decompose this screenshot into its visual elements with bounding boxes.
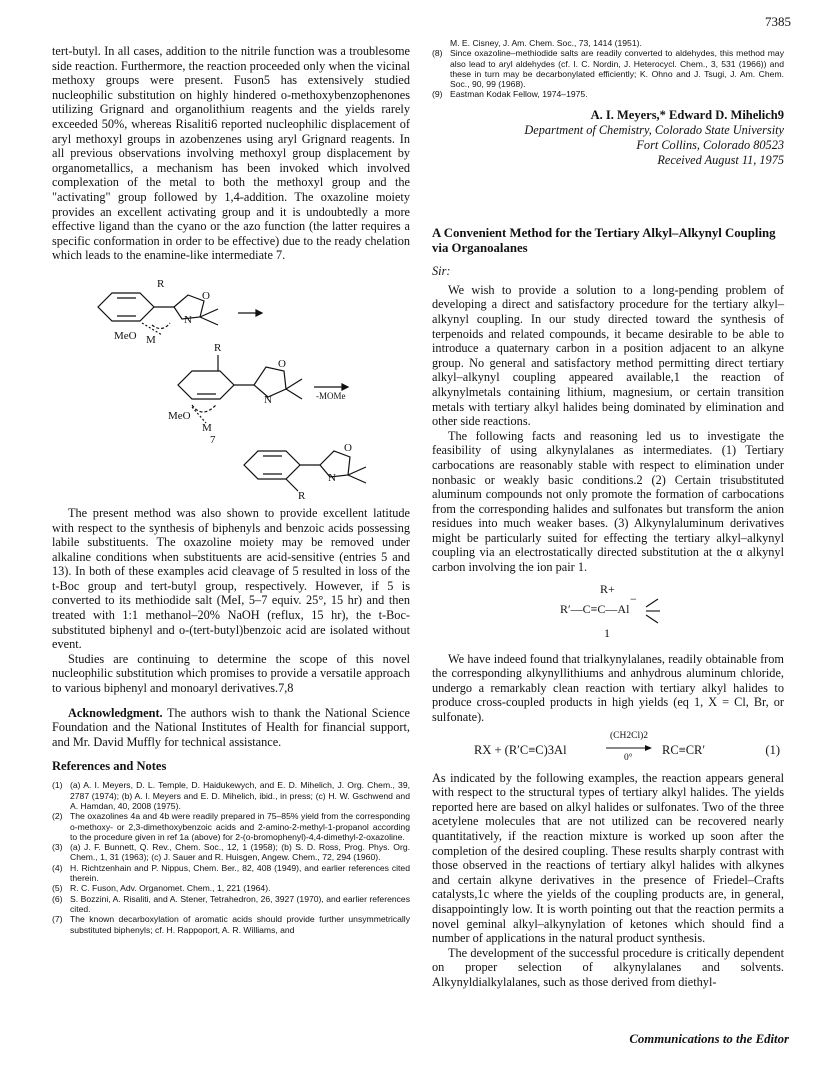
reference-item: (1) (a) A. I. Meyers, D. L. Temple, D. Haidukewych, and E. D. Mihelich, J. Org. Chem., 39, 2787 (1974); (b) A. I. Meyers and E. D. Mihelich, ibid., in press; (c) H. W. Gschwend and A. Hamdan, 40, 2008 (1975).	[52, 780, 410, 811]
ack-text: The authors wish to thank the National Science Foundation and the National Institutes of Health for financial support, and Mr. David Muffly for technical assistance.	[52, 705, 410, 749]
reaction-scheme-drawing	[52, 263, 410, 501]
ion-minus: −	[630, 591, 637, 606]
reference-item: (7) The known decarboxylation of aromatic acids should provide further unsymmetrically substituted biphenyls; cf. H. Rappoport, A. R. Williams, and	[52, 914, 410, 935]
references-list	[52, 780, 410, 934]
benzene-ring-1	[98, 293, 154, 321]
reference-item: (3) (a) J. F. Bunnett, Q. Rev., Chem. Soc., 12, 1 (1958); (b) S. D. Ross, Prog. Phys. Org. Chem., 1, 31 (1963); (c) J. Sauer and R. Huisgen, Angew. Chem., 72, 294 (1960).	[52, 842, 410, 863]
fig-meo-1: MeO	[114, 329, 137, 342]
article-title: A Convenient Method for the Tertiary Alkyl–Alkynyl Coupling via Organoalanes	[432, 225, 776, 255]
fig-m-1: M	[146, 333, 156, 346]
left-column	[52, 44, 410, 935]
fig-n-2: N	[264, 393, 272, 406]
paragraph: The development of the successful procedure is critically dependent on proper selection of alkynylalanes and solvents. Alkynyldialkylalanes, such as those derived from diethyl-	[432, 945, 784, 989]
fig-r-2: R	[214, 341, 222, 354]
reference-item: (2) The oxazolines 4a and 4b were readily prepared in 75–85% yield from the corresponding o-methoxy- or 2,3-dimethoxybenzoic acids and 2-amino-2-methyl-1-propanol according to the procedure given in ref 1a (above) for 2-(o-bromophenyl)-4,4-dimethyl-2-oxazoline.	[52, 811, 410, 842]
acknowledgment	[52, 706, 410, 750]
fig-mome: -MOMe	[316, 390, 346, 401]
eq-lhs: RX + (R′C≡C)3Al	[474, 742, 567, 757]
ion-pair-structure	[432, 581, 784, 646]
reference-item: M. E. Cisney, J. Am. Chem. Soc., 73, 1414 (1951).	[450, 38, 642, 48]
page-number: 7385	[765, 14, 791, 29]
references-title: References and Notes	[52, 759, 167, 774]
paragraph: We have indeed found that trialkynylalanes, readily obtainable from the corresponding alkynyllithiums and anhydrous aluminum chloride, undergo a remarkably clean reaction with tertiary alkyl halides to produce cross-coupled products in high yields (eq 1, X = Cl, Br, or sulfonate).	[432, 651, 784, 725]
salutation: Sir:	[432, 263, 451, 278]
fig-label-7: 7	[210, 433, 216, 446]
reference-item: (8) Since oxazoline–methiodide salts are readily converted to aldehydes, this method may also lead to aryl aldehydes (cf. I. C. Nordin, J. Heterocycl. Chem., 3, 531 (1966)) and these in turn may be decarbonylated efficiently; K. Ohno and J. Tsugi, J. Am. Chem. Soc., 90, 99 (1968).	[432, 48, 784, 90]
ion-formula: R′—C≡C—Al	[560, 601, 630, 616]
ring-3	[244, 451, 300, 479]
ion-label-1: 1	[604, 625, 610, 640]
received-date: Received August 11, 1975	[657, 152, 784, 167]
eq-rhs: RC≡CR′	[662, 742, 706, 757]
ion-pair-drawing	[432, 581, 784, 641]
reference-item: (4) H. Richtzenhain and P. Nippus, Chem. Ber., 82, 408 (1949), and earlier references cited therein.	[52, 862, 410, 884]
eq-number: (1)	[765, 742, 780, 757]
reference-item: (5) R. C. Fuson, Adv. Organomet. Chem., 1, 221 (1964).	[52, 883, 271, 894]
affiliation-location: Fort Collins, Colorado 80523	[636, 137, 784, 152]
fig-o-1: O	[202, 289, 210, 302]
fig-m-2: M	[202, 421, 212, 434]
paragraph: We wish to provide a solution to a long-pending problem of developing a direct and satisfactory procedure for the tertiary alkyl–alkynyl coupling. In our study directed toward the synthesis of terpenoids and related compounds, it became desirable to be able to introduce a quaternary carbon in a position adjacent to an alkyne group. No general and satisfactory method permitting direct tertiary alkyl–alkynyl coupling appeared available,1 the reaction of alkynylmetals containing lithium, magnesium, or certain transition metals with tertiary alkyl halides being dominated by elimination and other side reactions.	[432, 282, 784, 429]
fig-meo-2: MeO	[168, 409, 191, 422]
chemical-scheme	[52, 263, 410, 506]
reference-item: (6) S. Bozzini, A. Risaliti, and A. Stener, Tetrahedron, 26, 3927 (1970), and earlier references cited.	[52, 893, 410, 914]
paragraph: The following facts and reasoning led us to investigate the feasibility of using alkynylalanes as intermediates. (1) Tertiary carbocations are reasonably stable with respect to elimination under nonbasic or weakly basic conditions.2 (2) Certain trisubstituted aluminum compounds not only promote the formation of carbocations from the corresponding halides and sulfonates but transform the anion residues into much weaker bases. (3) Alkynylaluminum derivatives might be particularly suited for effecting the tertiary alkyl–alkynyl coupling via an electrostatically directed substitution at the α alkynyl carbon involving the ion pair 1.	[432, 428, 784, 575]
fig-o-2: O	[278, 357, 286, 370]
fig-n-1: N	[184, 313, 192, 326]
fig-o-3: O	[344, 441, 352, 454]
page-footer: Communications to the Editor	[629, 1032, 789, 1046]
fig-r-3: R	[298, 489, 306, 501]
affiliation-department: Department of Chemistry, Colorado State University	[524, 122, 784, 137]
eq-below: 0°	[624, 752, 633, 763]
ion-r-plus: R+	[600, 581, 615, 596]
ring-2	[178, 371, 234, 399]
equation-1	[432, 731, 784, 765]
paragraph: As indicated by the following examples, the reaction appears general with respect to the structural types of tertiary alkyl halides. The yields reported here are based on alkyl halides or sulfonates. Two of the three acetylene molecules that are not utilized can be recovered nearly quantitatively, if the reaction mixture is worked up soon after the completion of the desired coupling. These results sharply contrast with those observed in the reactions of tertiary alkyl halides with alkynes and certain alkyne derivatives in the presence of Friedel–Crafts catalysts,1c where the yields of the coupling products are, in general, disappointingly low. It is worth pointing out that the reaction permits a novel geminal alkyl–alkynylation of ketones which should find a number of applications in the natural product synthesis.	[432, 770, 784, 946]
right-column	[432, 38, 784, 990]
reference-item: (9) Eastman Kodak Fellow, 1974–1975.	[432, 89, 588, 100]
eq-arrow-icon	[606, 744, 652, 752]
authors: A. I. Meyers,* Edward D. Mihelich9	[590, 107, 784, 122]
references-continued	[432, 38, 784, 100]
paragraph: Studies are continuing to determine the scope of this novel nucleophilic substitution which promises to provide a versatile approach to various biphenyl and monoaryl derivatives.7,8	[52, 651, 410, 696]
eq-above: (CH2Cl)2	[610, 730, 648, 741]
fig-r-1: R	[157, 277, 165, 290]
ack-label: Acknowledgment.	[68, 705, 163, 720]
paragraph: tert-butyl. In all cases, addition to the nitrile function was a troublesome side reaction. Furthermore, the reaction proceeded only when the vicinal methoxy groups were present. Fuson5 has extensively studied nucleophilic substitution on highly hindered o-methoxybenzophenones utilizing Grignard and organolithium reagents and the yields rarely exceeded 50%, whereas Risaliti6 reported nucleophilic displacement of aryl methoxyl groups in azobenzenes using aryl Grignard reagents. In all previous observations involving methoxyl group displacement by organometallics, a mechanism has been invoked which involved complexation of the metal to both the methoxyl group and the "activating" group followed by 1,4-addition. The oxazoline moiety provides an excellent activating group and it is undoubtedly a more effective ligand than the cyano or the azo function (the latter requires a specific conformation in order to be effective) due to the ready chelation which leads to the enamine-like intermediate 7.	[52, 44, 410, 263]
paragraph: The present method was also shown to provide excellent latitude with respect to the synthesis of biphenyls and benzoic acids possessing labile substituents. The oxazoline moiety may be removed under alkaline conditions when substituents are acid-sensitive (entries 5 and 13). In both of these examples acid cleavage of 5 resulted in loss of the t-Boc group and tert-butyl group, respectively. However, if 5 is converted to its methiodide salt (MeI, 5–7 equiv. 25°, 15 hr) and then treated with 1:1 methanol–20% NaOH (reflux, 15 hr), the t-Boc-substituted biphenyl and o-(tert-butyl)benzoic acid are isolated without event.	[52, 505, 410, 652]
fig-n-3: N	[328, 471, 336, 484]
